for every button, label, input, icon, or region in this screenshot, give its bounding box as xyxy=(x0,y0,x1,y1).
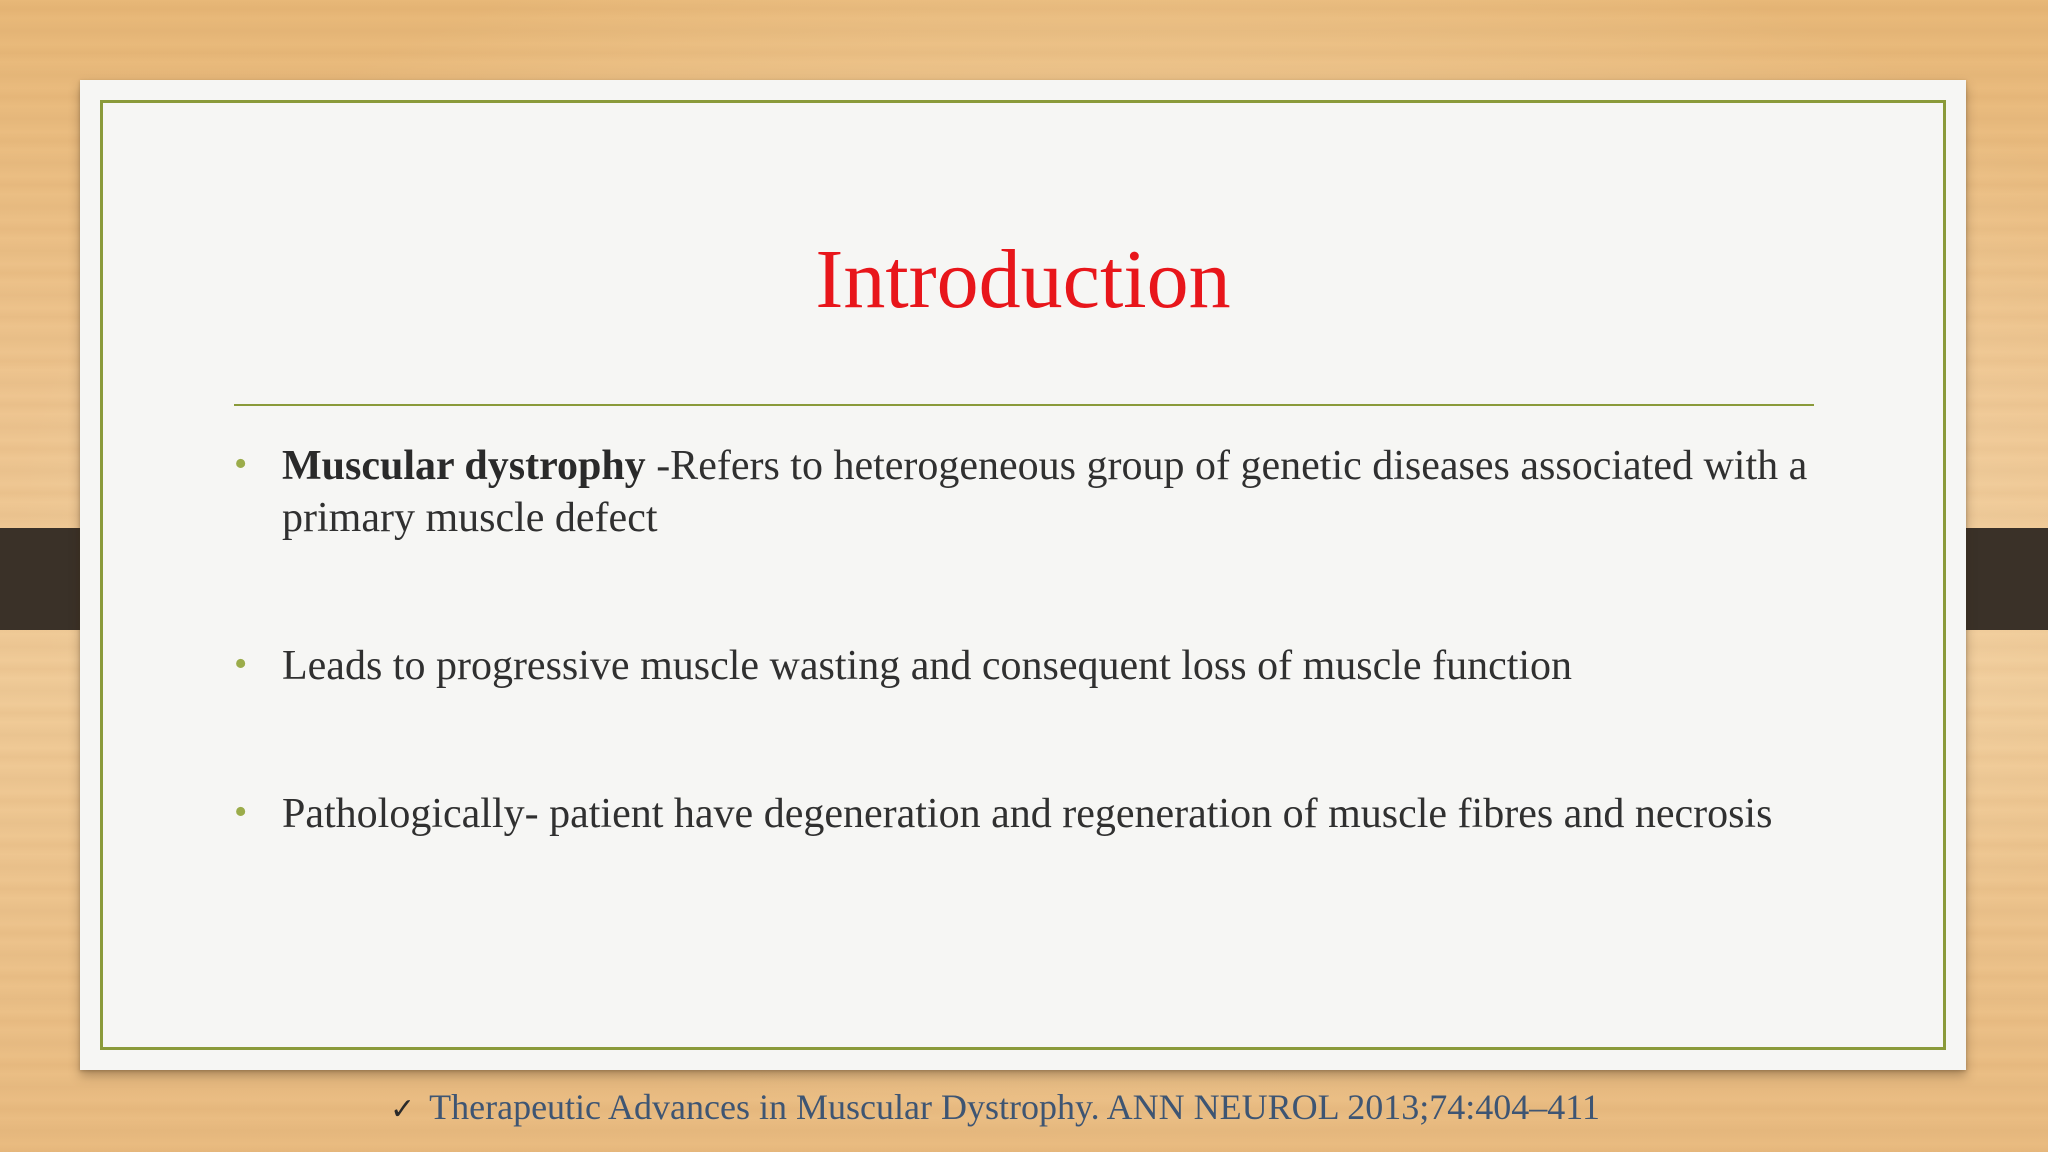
slide-title: Introduction xyxy=(815,233,1231,326)
bullet-list xyxy=(234,440,1874,840)
bullet-item xyxy=(234,640,1874,692)
reference-footnote xyxy=(390,1085,1600,1132)
bullet-dot-icon: • xyxy=(234,791,248,833)
bullet-dot-icon: • xyxy=(234,443,248,485)
check-icon: ✓ xyxy=(390,1092,416,1127)
bullet-item xyxy=(234,788,1874,840)
bullet-dot-icon: • xyxy=(234,643,248,685)
bullet-item xyxy=(234,440,1874,544)
bullet-bold-term: Muscular dystrophy xyxy=(282,443,646,489)
footnote-text: Therapeutic Advances in Muscular Dystrophy. ANN NEUROL 2013;74:404–411 xyxy=(429,1087,1600,1127)
bullet-text: -Refers to heterogeneous group of genetic diseases associated with a primary muscle defect xyxy=(282,443,1808,541)
slide-card xyxy=(80,80,1966,1070)
bullet-text: Leads to progressive muscle wasting and consequent loss of muscle function xyxy=(282,643,1573,689)
title-divider xyxy=(234,404,1814,406)
bullet-text: Pathologically- patient have degeneration and regeneration of muscle fibres and necrosis xyxy=(282,791,1773,837)
